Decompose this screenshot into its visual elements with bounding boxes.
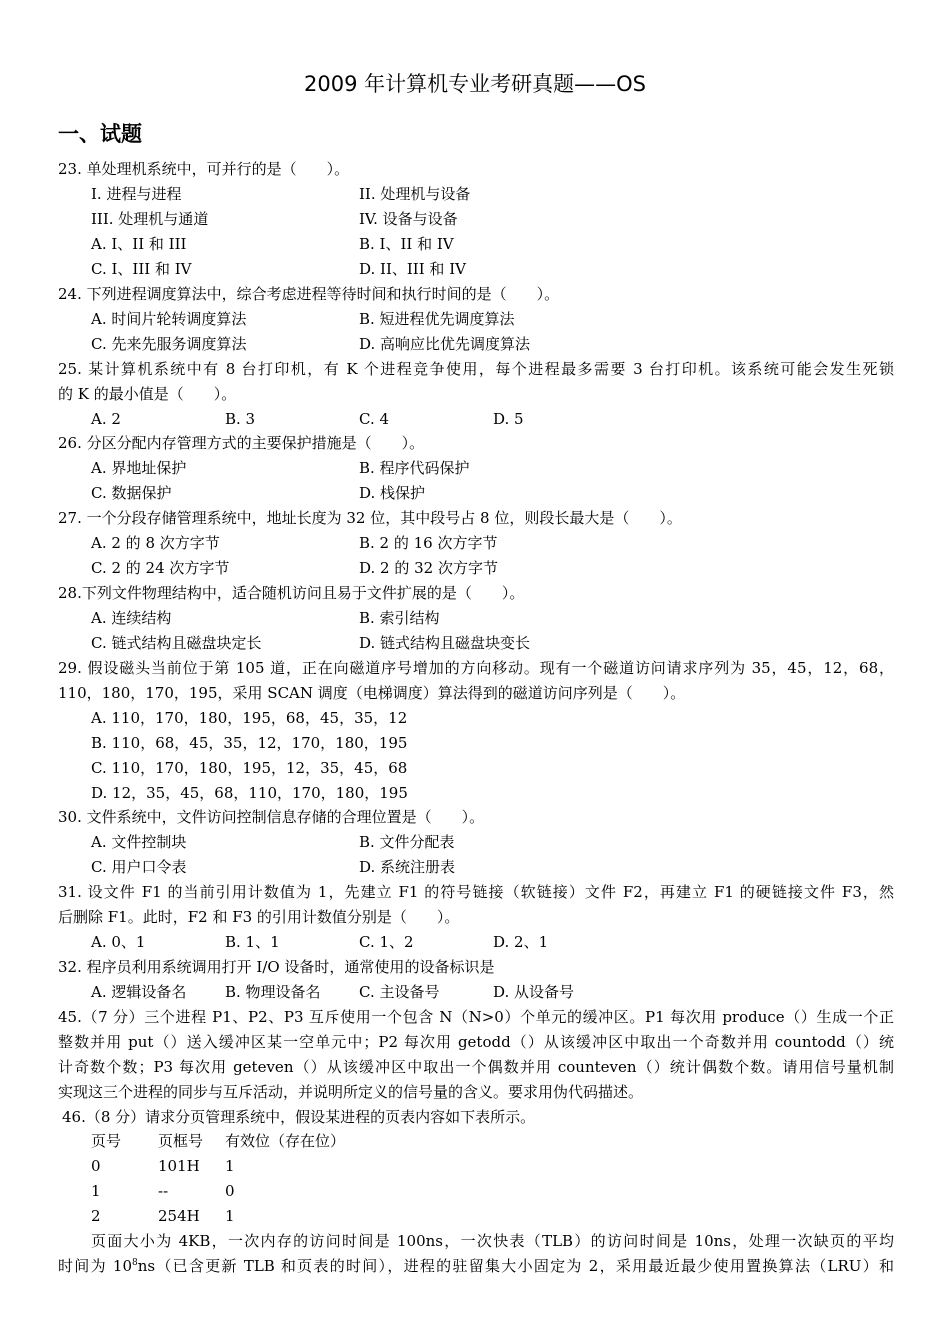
- q30-option-b: B. 文件分配表: [359, 833, 455, 851]
- q46-paragraph-line-2: 时间为 $10^8ns$（已含更新 TLB 和页表的时间），进程的驻留集大小固定为 2，采用最近最少使用置换算法（LRU）和: [58, 1257, 894, 1275]
- exponent: 8: [131, 1258, 138, 1268]
- q25-stem-line-1: 25. 某计算机系统中有 8 台打印机，有 K 个进程竞争使用，每个进程最多需要 3 台打印机。该系统可能会发生死锁: [58, 360, 894, 378]
- table-header: 页号: [91, 1132, 122, 1150]
- q28-option-d: D. 链式结构且磁盘块变长: [359, 634, 531, 652]
- q32-option-d: D. 从设备号: [493, 983, 575, 1001]
- table-header: 页框号: [158, 1132, 204, 1150]
- q25-option-a: A. 2: [91, 410, 121, 428]
- page-title: 2009 年计算机专业考研真题——OS: [304, 72, 646, 96]
- table-cell: 0: [91, 1157, 101, 1175]
- q25-stem-line-2: 的 K 的最小值是（ ）。: [58, 385, 237, 403]
- q23-option-b: B. I、II 和 IV: [359, 235, 454, 253]
- table-cell: 2: [91, 1207, 101, 1225]
- q27-option-b: B. 2 的 16 次方字节: [359, 534, 498, 552]
- q45-line-2: 整数并用 put（）送入缓冲区某一空单元中；P2 每次用 getodd（）从该缓冲区中取出一个奇数并用 countodd（）统: [58, 1033, 894, 1051]
- q23-option-a: A. I、II 和 III: [91, 235, 187, 253]
- q23-item-3: III. 处理机与通道: [91, 210, 209, 228]
- q46-paragraph-line-1: 页面大小为 4KB，一次内存的访问时间是 100ns，一次快表（TLB）的访问时间是 10ns，处理一次缺页的平均: [91, 1232, 894, 1250]
- q29-stem-line-2: 110，180，170，195，采用 SCAN 调度（电梯调度）算法得到的磁道访问序列是（ ）。: [58, 684, 686, 702]
- table-cell: 0: [225, 1182, 235, 1200]
- q32-option-a: A. 逻辑设备名: [91, 983, 187, 1001]
- table-cell: 254H: [158, 1207, 200, 1225]
- q45-line-3: 计奇数个数；P3 每次用 geteven（）从该缓冲区中取出一个偶数并用 counteven（）统计偶数个数。请用信号量机制: [58, 1058, 894, 1076]
- q25-option-d: D. 5: [493, 410, 524, 428]
- q26-option-c: C. 数据保护: [91, 484, 172, 502]
- q23-item-4: IV. 设备与设备: [359, 210, 458, 228]
- q31-option-c: C. 1、2: [359, 933, 414, 951]
- q30-option-a: A. 文件控制块: [91, 833, 187, 851]
- q23-option-d: D. II、III 和 IV: [359, 260, 466, 278]
- q23-item-1: I. 进程与进程: [91, 185, 182, 203]
- table-cell: 101H: [158, 1157, 200, 1175]
- q27-option-a: A. 2 的 8 次方字节: [91, 534, 220, 552]
- q29-option-c: C. 110，170，180，195，12，35，45，68: [91, 759, 408, 777]
- q26-stem: 26. 分区分配内存管理方式的主要保护措施是（ ）。: [58, 434, 425, 452]
- q29-option-b: B. 110，68，45，35，12，170，180，195: [91, 734, 408, 752]
- q27-stem: 27. 一个分段存储管理系统中，地址长度为 32 位，其中段号占 8 位，则段长最大是（ ）。: [58, 509, 682, 527]
- q25-option-c: C. 4: [359, 410, 390, 428]
- table-cell: 1: [91, 1182, 101, 1200]
- q31-option-a: A. 0、1: [91, 933, 146, 951]
- q28-stem: 28.下列文件物理结构中，适合随机访问且易于文件扩展的是（ ）。: [58, 584, 525, 602]
- q31-stem-line-1: 31. 设文件 F1 的当前引用计数值为 1，先建立 F1 的符号链接（软链接）文件 F2，再建立 F1 的硬链接文件 F3，然: [58, 883, 894, 901]
- q31-option-b: B. 1、1: [225, 933, 280, 951]
- q32-stem: 32. 程序员利用系统调用打开 I/O 设备时，通常使用的设备标识是: [58, 958, 495, 976]
- q46-stem: 46.（8 分）请求分页管理系统中，假设某进程的页表内容如下表所示。: [62, 1108, 536, 1126]
- q28-option-a: A. 连续结构: [91, 609, 172, 627]
- q30-option-d: D. 系统注册表: [359, 858, 456, 876]
- q45-line-4: 实现这三个进程的同步与互斥活动，并说明所定义的信号量的含义。要求用伪代码描述。: [58, 1083, 644, 1101]
- q24-option-b: B. 短进程优先调度算法: [359, 310, 515, 328]
- q26-option-d: D. 栈保护: [359, 484, 426, 502]
- q28-option-c: C. 链式结构且磁盘块定长: [91, 634, 262, 652]
- q28-option-b: B. 索引结构: [359, 609, 440, 627]
- q29-option-a: A. 110，170，180，195，68，45，35，12: [91, 709, 408, 727]
- table-cell: 1: [225, 1207, 235, 1225]
- q31-option-d: D. 2、1: [493, 933, 549, 951]
- table-header: 有效位（存在位）: [225, 1132, 346, 1150]
- q26-option-b: B. 程序代码保护: [359, 459, 470, 477]
- q24-stem: 24. 下列进程调度算法中，综合考虑进程等待时间和执行时间的是（ ）。: [58, 285, 560, 303]
- q26-option-a: A. 界地址保护: [91, 459, 187, 477]
- q23-option-c: C. I、III 和 IV: [91, 260, 192, 278]
- q24-option-c: C. 先来先服务调度算法: [91, 335, 247, 353]
- q23-item-2: II. 处理机与设备: [359, 185, 471, 203]
- q30-option-c: C. 用户口令表: [91, 858, 187, 876]
- q32-option-b: B. 物理设备名: [225, 983, 321, 1001]
- q45-line-1: 45.（7 分）三个进程 P1、P2、P3 互斥使用一个包含 N（N>0）个单元的缓冲区。P1 每次用 produce（）生成一个正: [58, 1008, 894, 1026]
- q29-stem-line-1: 29. 假设磁头当前位于第 105 道，正在向磁道序号增加的方向移动。现有一个磁道访问请求序列为 35，45，12，68，: [58, 659, 894, 677]
- table-cell: 1: [225, 1157, 235, 1175]
- q25-option-b: B. 3: [225, 410, 256, 428]
- q24-option-a: A. 时间片轮转调度算法: [91, 310, 247, 328]
- section-heading: 一、试题: [58, 122, 142, 146]
- q23-stem: 23. 单处理机系统中，可并行的是（ ）。: [58, 160, 350, 178]
- table-cell: --: [158, 1182, 169, 1200]
- q30-stem: 30. 文件系统中，文件访问控制信息存储的合理位置是（ ）。: [58, 808, 485, 826]
- q27-option-d: D. 2 的 32 次方字节: [359, 559, 498, 577]
- q27-option-c: C. 2 的 24 次方字节: [91, 559, 230, 577]
- q32-option-c: C. 主设备号: [359, 983, 440, 1001]
- q24-option-d: D. 高响应比优先调度算法: [359, 335, 531, 353]
- q29-option-d: D. 12，35，45，68，110，170，180，195: [91, 784, 408, 802]
- q31-stem-line-2: 后删除 F1。此时，F2 和 F3 的引用计数值分别是（ ）。: [58, 908, 460, 926]
